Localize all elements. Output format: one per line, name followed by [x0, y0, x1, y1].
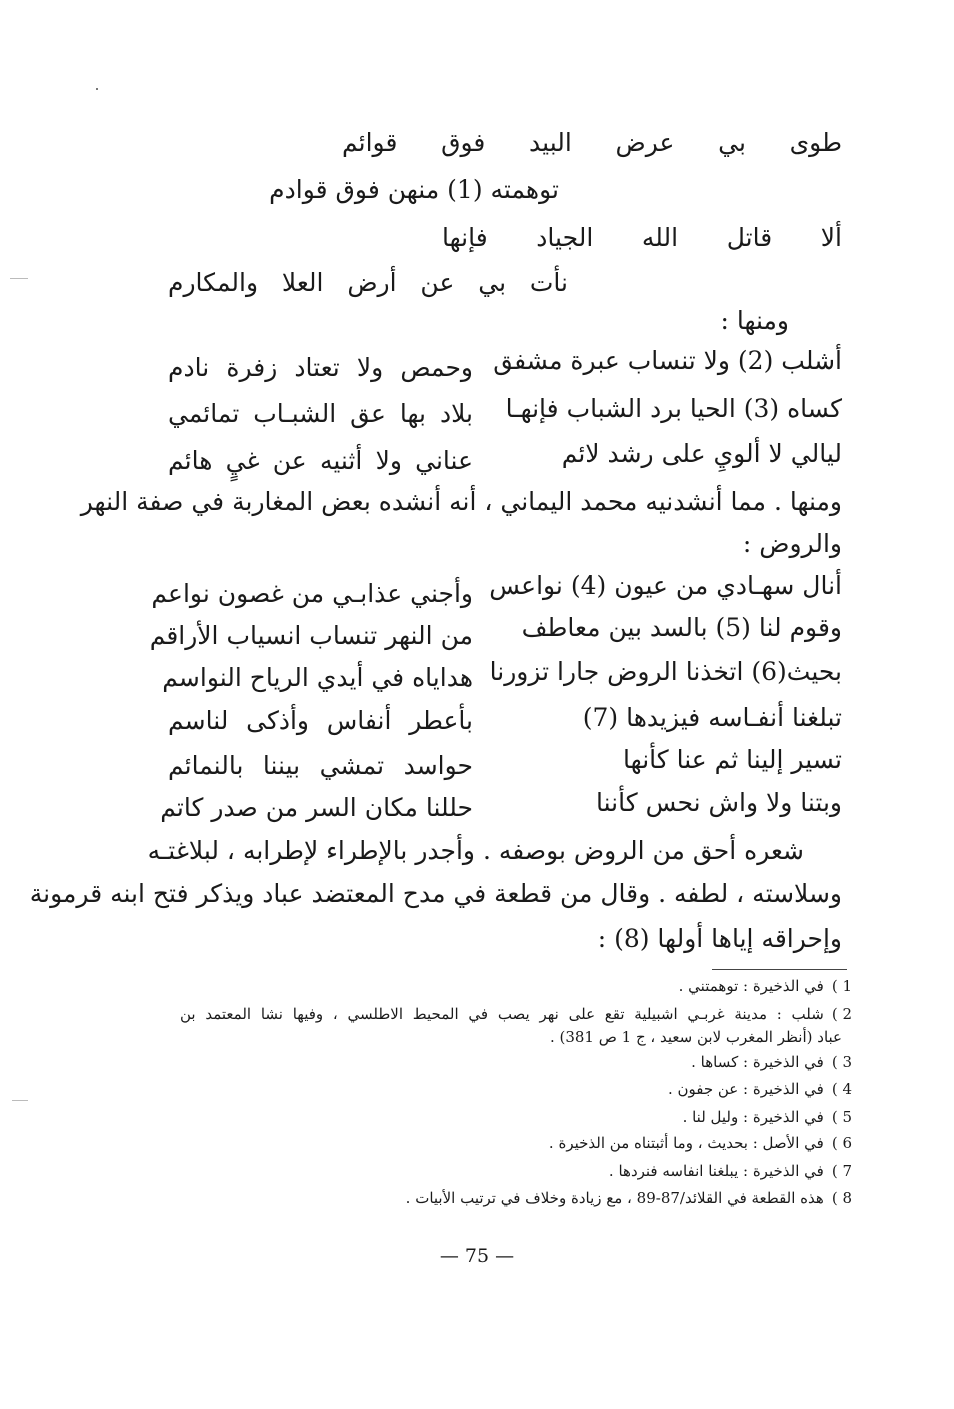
verse-first-half: وقوم لنا (5) بالسد بين معاطف: [521, 613, 842, 642]
poem-line: نأت بي عن أرض العلا والمكارم: [168, 268, 568, 297]
poem-line: طوى بي عرض البيد فوق قوائم: [342, 128, 842, 157]
footnote: 4 )في الذخيرة : عن جفون .: [667, 1080, 852, 1098]
verse-first-half: أنال سهـادي من عيون (4) نواعس: [489, 571, 842, 600]
scan-speck: [10, 278, 28, 279]
verse-second-half: بلاد بها عق الشبـاب تمائمي: [168, 399, 473, 428]
poem-line: ألا قاتل الله الجياد فإنها: [442, 223, 842, 252]
scan-speck: [96, 88, 98, 90]
footnote: عباد (أنظر المغرب لابن سعيد ، ج 1 ص 381) .: [549, 1028, 842, 1046]
paragraph-line: وإحراقه إياها أولها (8) :: [597, 924, 842, 953]
verse-second-half: حواسد تمشي بيننا بالنمائم: [168, 751, 473, 780]
scan-speck: [12, 1100, 28, 1101]
verse-second-half: وحمص ولا تعتاد زفرة نادم: [168, 353, 473, 382]
verse-second-half: بأعطر أنفاس وأذكى لناسم: [168, 706, 473, 735]
verse-first-half: بحيث(6) اتخذنا الروض جارا تزورنا: [489, 657, 842, 686]
paragraph-line: ومنها . مما أنشدنيه محمد اليماني ، أنه أنشده بعض المغاربة في صفة النهر: [80, 487, 842, 516]
page-number: — 75 —: [439, 1245, 515, 1267]
footnote: 5 )في الذخيرة : وليل لنا .: [682, 1108, 852, 1126]
paragraph-line: وسلاسته ، لطفه . وقال من قطعة في مدح المعتضد عباد ويذكر فتح ابنه قرمونة: [29, 879, 842, 908]
footnote: 2 )شلب : مدينة غربـي اشبيلية تقع على نهر يصب في المحيط الاطلسي ، وفيها نشا المعتمد بن: [180, 1005, 852, 1023]
paragraph-line: والروض :: [742, 529, 842, 558]
paragraph-line: شعره أحق من الروض بوصفه . وأجدر بالإطراء لإطرابه ، لبلاغتـه: [147, 836, 804, 865]
footnote: 6 )في الأصل : بحديث ، وما أثبتناه من الذخيرة .: [548, 1134, 852, 1152]
section-heading: ومنها :: [720, 306, 789, 335]
verse-second-half: عناني ولا أثنيه عن غيٍ هائم: [168, 446, 473, 475]
footnote: 8 )هذه القطعة في القلائد/87-89 ، مع زيادة وخلاف في ترتيب الأبيات .: [405, 1189, 852, 1207]
footnote: 1 )في الذخيرة : توهمتني .: [678, 977, 852, 995]
verse-first-half: تبلغنا أنفـاسه فيزيدها (7): [582, 703, 842, 732]
poem-line-text: توهمته (1) منهن فوق قوادم: [269, 175, 559, 204]
footnote-separator: [712, 969, 847, 970]
verse-first-half: تسير إلينا ثم عنا كأنها: [623, 745, 842, 774]
verse-first-half: وبتنا ولا واش نحس كأننا: [596, 788, 842, 817]
footnote: 7 )في الذخيرة : يبلغنا انفاسه فنردها .: [608, 1162, 852, 1180]
verse-second-half: هداياه في أيدي الرياح النواسم: [162, 663, 473, 692]
verse-first-half: كساه (3) الحيا برد الشباب فإنهـا: [505, 394, 842, 423]
verse-first-half: أشلب (2) ولا تنساب عبرة مشفق: [493, 346, 842, 375]
verse-second-half: حللنا مكان السر من صدر كاتم: [160, 793, 473, 822]
poem-line: [159, 172, 559, 208]
verse-second-half: من النهر تنساب انسياب الأراقم: [149, 621, 473, 650]
verse-second-half: وأجني عذابـي من غصون نواعم: [151, 579, 473, 608]
verse-first-half: ليالي لا ألويِ على رشد لائم: [561, 439, 842, 468]
footnote: 3 )في الذخيرة : كساها .: [691, 1053, 852, 1071]
